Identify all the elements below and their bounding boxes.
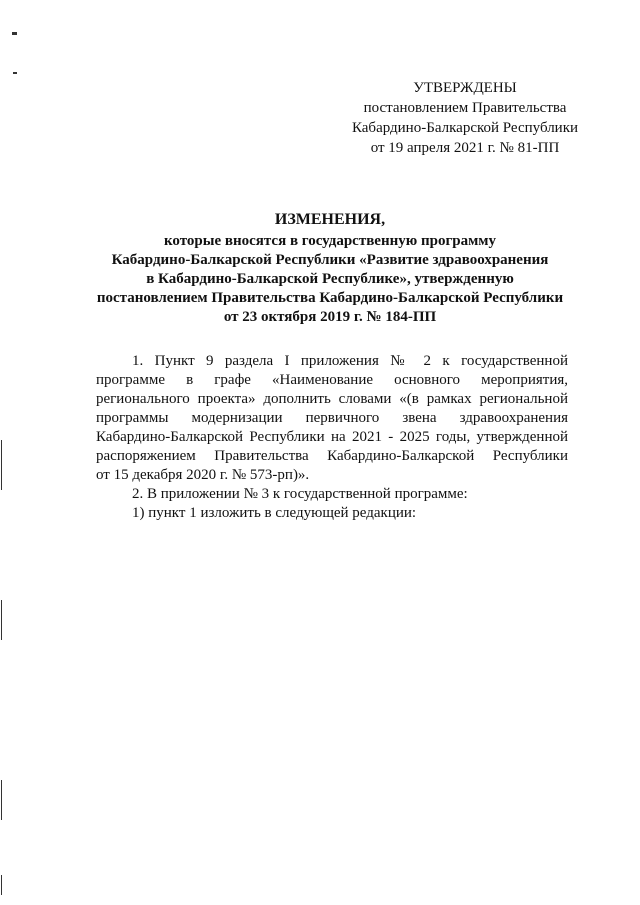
paragraph-line: программы модернизации первичного звена здравоохранения	[96, 410, 568, 426]
title-line: Кабардино-Балкарской Республики «Развитие здравоохранения	[111, 252, 549, 268]
scan-mark	[13, 72, 17, 74]
title-line: постановлением Правительства Кабардино-Балкарской Республики	[96, 290, 564, 306]
document-title	[60, 210, 600, 327]
paragraph-line: от 15 декабря 2020 г. № 573-рп)».	[96, 467, 310, 483]
approval-line: Кабардино-Балкарской Республики	[351, 120, 579, 136]
approval-line: постановлением Правительства	[363, 100, 567, 116]
paragraph-line: 1. Пункт 9 раздела I приложения № 2 к государственной	[132, 353, 568, 369]
title-line: в Кабардино-Балкарской Республике», утвержденную	[146, 271, 514, 287]
approval-date: от 19 апреля 2021 г. № 81-ПП	[370, 140, 560, 156]
title-line: которые вносятся в государственную программу	[163, 233, 497, 249]
title-heading: ИЗМЕНЕНИЯ,	[274, 211, 386, 228]
scan-mark	[1, 600, 2, 640]
paragraph-line: Кабардино-Балкарской Республики на 2021 - 2025 годы, утвержденной	[96, 429, 568, 445]
scan-mark	[12, 32, 17, 35]
document-body	[96, 352, 568, 523]
paragraph-3: 1) пункт 1 изложить в следующей редакции:	[132, 505, 417, 521]
title-line: от 23 октября 2019 г. № 184-ПП	[223, 309, 437, 325]
paragraph-2: 2. В приложении № 3 к государственной программе:	[132, 486, 468, 502]
scan-mark	[1, 875, 2, 895]
paragraph-1	[96, 352, 568, 485]
paragraph-line: распоряжением Правительства Кабардино-Балкарской Республики	[96, 448, 568, 464]
approval-heading: УТВЕРЖДЕНЫ	[413, 80, 517, 96]
paragraph-line: программе в графе «Наименование основного мероприятия,	[96, 372, 568, 388]
scan-mark	[1, 780, 2, 820]
scan-mark	[1, 440, 2, 490]
paragraph-line: регионального проекта» дополнить словами «(в рамках региональной	[96, 391, 568, 407]
approval-stamp	[300, 78, 630, 158]
